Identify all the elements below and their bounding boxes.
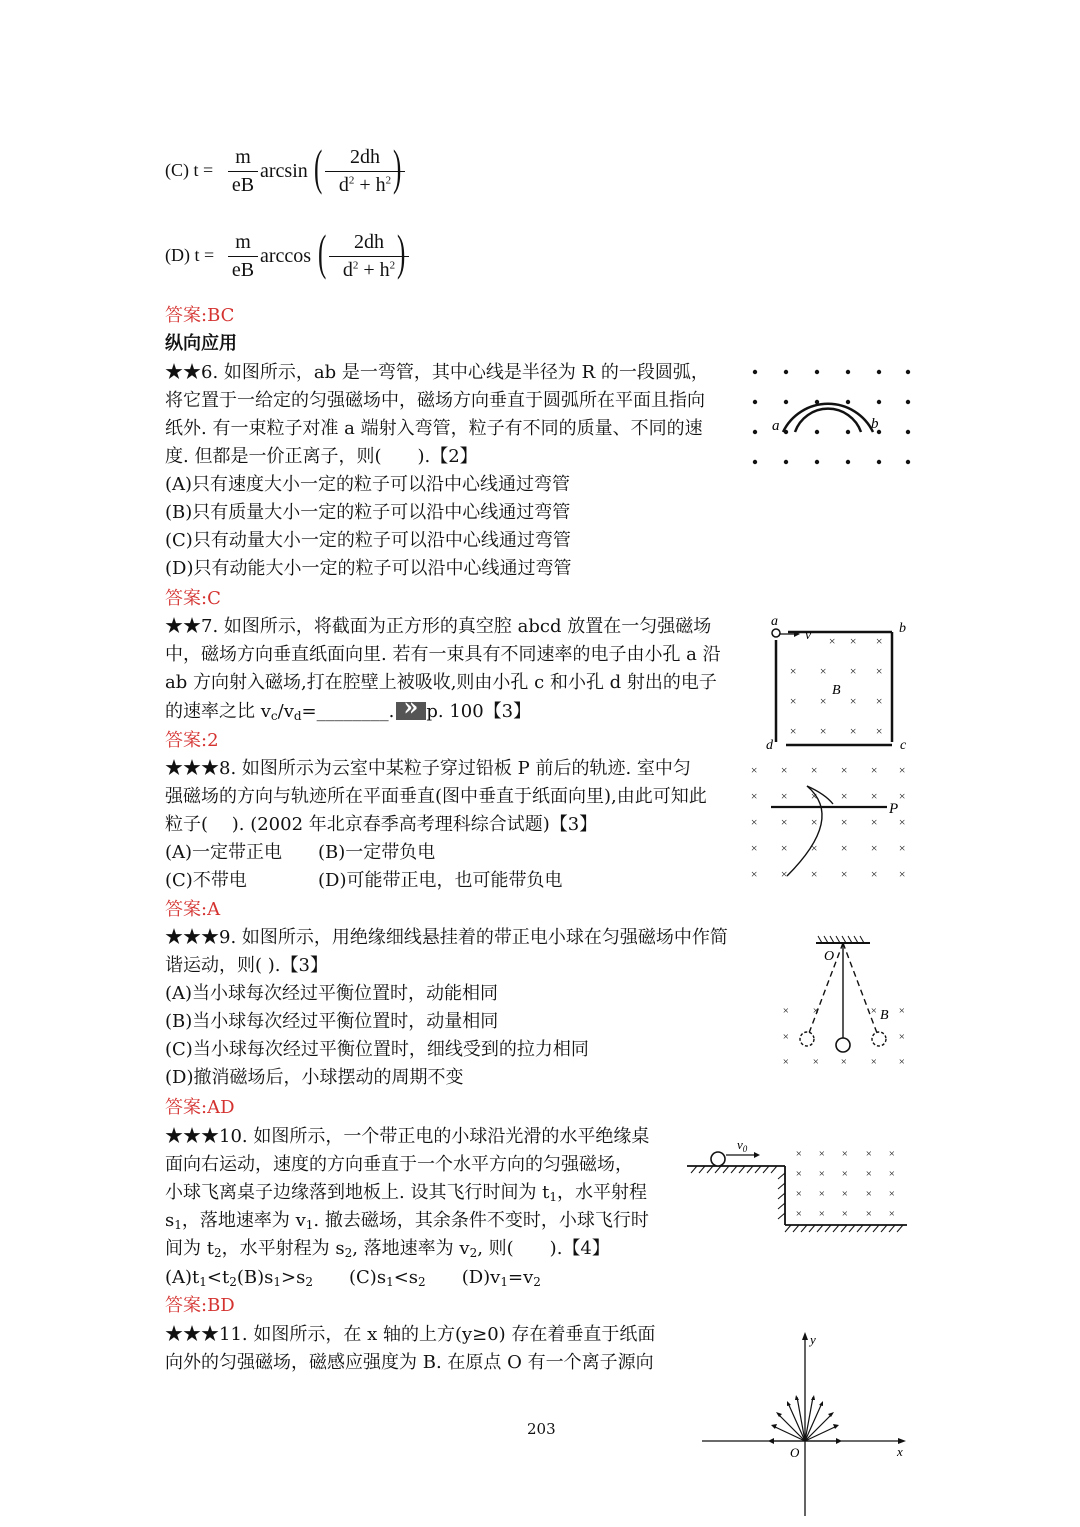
q6-option-b: (B)只有质量大小一定的粒子可以沿中心线通过弯管 xyxy=(165,502,571,523)
svg-text:×: × xyxy=(810,789,819,803)
svg-text:×: × xyxy=(750,867,759,881)
field-dots xyxy=(753,370,910,464)
label-a: a xyxy=(771,614,778,629)
q8-line-2: 强磁场的方向与轨迹所在平面垂直(图中垂直于纸面向里),由此可知此 xyxy=(165,786,707,807)
label-O: O xyxy=(824,949,835,964)
field-crosses xyxy=(750,763,906,881)
label-B: B xyxy=(832,683,841,698)
link-arrow-icon[interactable] xyxy=(396,702,426,720)
svg-text:×: × xyxy=(870,841,879,855)
q9-line-1: ★★★9. 如图所示，用绝缘细线悬挂着的带正电小球在匀强磁场中作简 xyxy=(165,927,728,948)
svg-text:×: × xyxy=(750,763,759,777)
svg-text:×: × xyxy=(789,724,798,738)
svg-text:×: × xyxy=(875,694,884,708)
q10-line-5: 间为 $t_2$，水平射程为 $s_2$, 落地速率为 $v_2$, 则( ).【4】 xyxy=(165,1238,610,1260)
svg-text:×: × xyxy=(789,694,798,708)
svg-text:×: × xyxy=(898,1005,906,1017)
svg-text:×: × xyxy=(870,1005,878,1017)
svg-text:×: × xyxy=(812,1056,820,1068)
svg-text:×: × xyxy=(750,815,759,829)
svg-text:×: × xyxy=(810,841,819,855)
label-v0: $v_0$ xyxy=(737,1137,748,1154)
svg-text:×: × xyxy=(841,1188,849,1200)
svg-text:×: × xyxy=(865,1148,873,1160)
svg-text:×: × xyxy=(849,664,858,678)
svg-text:×: × xyxy=(875,634,884,648)
q10-option-c: $(C)s_1<s_2$ xyxy=(349,1267,426,1289)
svg-text:×: × xyxy=(888,1168,896,1180)
svg-text:×: × xyxy=(780,789,789,803)
svg-text:×: × xyxy=(789,664,798,678)
svg-text:×: × xyxy=(795,1168,803,1180)
svg-text:×: × xyxy=(841,1148,849,1160)
svg-text:×: × xyxy=(795,1208,803,1220)
q10-option-b: $(B)s_1>s_2$ xyxy=(236,1267,314,1289)
fraction-m-eb: m eB xyxy=(228,146,258,197)
q10-table-ball-figure xyxy=(685,1135,910,1235)
q7-line-4: 的速率之比 $v_c/v_d=\_\_\_\_\_\_\_\_$.» p. 100【3】 xyxy=(165,701,531,723)
svg-text:×: × xyxy=(865,1188,873,1200)
q8-line-1: ★★★8. 如图所示为云室中某粒子穿过铅板 P 前后的轨迹. 室中匀 xyxy=(165,758,691,779)
q6-option-c: (C)只有动量大小一定的粒子可以沿中心线通过弯管 xyxy=(165,530,571,551)
svg-text:×: × xyxy=(780,841,789,855)
svg-text:×: × xyxy=(870,1056,878,1068)
option-c-label: (C) t = xyxy=(165,160,214,180)
svg-text:×: × xyxy=(870,763,879,777)
q9-option-a: (A)当小球每次经过平衡位置时，动能相同 xyxy=(165,983,499,1004)
q8-option-a: (A)一定带正电 xyxy=(165,842,283,863)
svg-text:×: × xyxy=(828,634,837,648)
arccos-func: arccos xyxy=(260,245,312,267)
q10-line-4: $s_1$，落地速率为 $v_1$. 撤去磁场，其余条件不变时，小球飞行时 xyxy=(165,1210,649,1232)
svg-text:×: × xyxy=(865,1208,873,1220)
svg-text:×: × xyxy=(841,1168,849,1180)
svg-text:×: × xyxy=(888,1208,896,1220)
answer-q10: 答案:BD xyxy=(165,1295,235,1316)
label-v: v xyxy=(805,628,812,643)
svg-text:×: × xyxy=(782,1031,790,1043)
svg-text:×: × xyxy=(898,1056,906,1068)
svg-text:×: × xyxy=(840,763,849,777)
svg-text:×: × xyxy=(849,724,858,738)
svg-text:×: × xyxy=(818,1148,826,1160)
q10-option-a: $(A)t_1<t_2$ xyxy=(165,1267,237,1289)
svg-text:×: × xyxy=(818,1188,826,1200)
field-crosses xyxy=(795,1148,895,1220)
svg-text:×: × xyxy=(819,664,828,678)
label-y: y xyxy=(810,1332,816,1347)
q9-option-b: (B)当小球每次经过平衡位置时，动量相同 xyxy=(165,1011,499,1032)
q10-line-1: ★★★10. 如图所示，一个带正电的小球沿光滑的水平绝缘桌 xyxy=(165,1126,650,1147)
svg-text:×: × xyxy=(888,1188,896,1200)
q6-option-a: (A)只有速度大小一定的粒子可以沿中心线通过弯管 xyxy=(165,474,571,495)
q6-line-2: 将它置于一给定的匀强磁场中，磁场方向垂直于圆弧所在平面且指向 xyxy=(165,390,705,411)
q11-ion-source-figure xyxy=(700,1330,915,1520)
q9-line-2: 谐运动，则( ).【3】 xyxy=(165,955,328,976)
label-d: d xyxy=(766,738,773,752)
svg-text:×: × xyxy=(898,815,907,829)
svg-text:×: × xyxy=(840,1056,848,1068)
label-O: O xyxy=(790,1445,800,1460)
svg-text:×: × xyxy=(898,1031,906,1043)
q8-cloud-chamber-figure xyxy=(745,758,915,888)
q6-line-4: 度. 但都是一价正离子，则( ).【2】 xyxy=(165,446,478,467)
svg-text:×: × xyxy=(840,867,849,881)
svg-text:×: × xyxy=(840,841,849,855)
svg-text:×: × xyxy=(875,664,884,678)
svg-text:×: × xyxy=(898,763,907,777)
q6-line-3: 纸外. 有一束粒子对准 a 端射入弯管，粒子有不同的质量、不同的速 xyxy=(165,418,703,439)
q10-option-d: $(D)v_1=v_2$ xyxy=(461,1267,541,1289)
label-c: c xyxy=(900,738,907,752)
label-P: P xyxy=(889,801,899,817)
svg-text:×: × xyxy=(840,815,849,829)
q11-line-1: ★★★11. 如图所示，在 x 轴的上方(y≥0) 存在着垂直于纸面 xyxy=(165,1324,656,1345)
fraction-2dh: 2dh $d^2 + h^2$ xyxy=(325,146,405,197)
option-d-label: (D) t = xyxy=(165,245,215,265)
svg-text:×: × xyxy=(840,789,849,803)
svg-text:×: × xyxy=(818,1208,826,1220)
q10-line-3: 小球飞离桌子边缘落到地板上. 设其飞行时间为 $t_1$，水平射程 xyxy=(165,1182,648,1204)
answer-q9: 答案:AD xyxy=(165,1097,235,1118)
svg-text:×: × xyxy=(819,694,828,708)
q7-line-3: ab 方向射入磁场,打在腔壁上被吸收,则由小孔 c 和小孔 d 射出的电子 xyxy=(165,672,717,693)
svg-text:×: × xyxy=(795,1188,803,1200)
answer-q5: 答案:BC xyxy=(165,305,235,326)
q7-line-1: ★★7. 如图所示，将截面为正方形的真空腔 abcd 放置在一匀强磁场 xyxy=(165,616,712,637)
svg-text:×: × xyxy=(898,867,907,881)
svg-text:×: × xyxy=(870,867,879,881)
svg-text:×: × xyxy=(849,694,858,708)
label-a: a xyxy=(772,418,780,434)
q9-option-d: (D)撤消磁场后，小球摆动的周期不变 xyxy=(165,1067,464,1088)
q8-option-c: (C)不带电 xyxy=(165,870,247,891)
svg-text:×: × xyxy=(888,1148,896,1160)
svg-text:×: × xyxy=(810,815,819,829)
svg-text:×: × xyxy=(782,1005,790,1017)
label-b: b xyxy=(899,621,906,636)
q9-option-c: (C)当小球每次经过平衡位置时，细线受到的拉力相同 xyxy=(165,1039,589,1060)
svg-text:×: × xyxy=(750,789,759,803)
answer-q7: 答案:2 xyxy=(165,730,219,751)
fraction-2dh: 2dh $d^2 + h^2$ xyxy=(329,231,409,282)
section-title: 纵向应用 xyxy=(165,333,237,354)
q8-line-3: 粒子( ). (2002 年北京春季高考理科综合试题)【3】 xyxy=(165,814,598,835)
q10-options xyxy=(165,1267,541,1289)
q6-bent-tube-figure xyxy=(745,362,920,472)
svg-text:×: × xyxy=(819,724,828,738)
svg-text:×: × xyxy=(870,789,879,803)
label-B: B xyxy=(880,1008,889,1023)
q8-option-b: (B)一定带负电 xyxy=(318,842,436,863)
q6-line-1: ★★6. 如图所示，ab 是一弯管，其中心线是半径为 R 的一段圆弧， xyxy=(165,362,709,383)
page-number: 203 xyxy=(527,1420,556,1438)
svg-text:×: × xyxy=(898,841,907,855)
q6-option-d: (D)只有动能大小一定的粒子可以沿中心线通过弯管 xyxy=(165,558,572,579)
fraction-m-eb: m eB xyxy=(228,231,258,282)
label-x: x xyxy=(897,1444,903,1459)
svg-text:×: × xyxy=(810,867,819,881)
svg-text:×: × xyxy=(818,1168,826,1180)
q10-line-2: 面向右运动，速度的方向垂直于一个水平方向的匀强磁场， xyxy=(165,1154,633,1175)
svg-text:×: × xyxy=(870,815,879,829)
svg-text:×: × xyxy=(780,867,789,881)
svg-text:×: × xyxy=(812,1005,820,1017)
svg-text:×: × xyxy=(875,724,884,738)
label-b: b xyxy=(871,416,879,432)
answer-q8: 答案:A xyxy=(165,899,221,920)
svg-text:×: × xyxy=(780,815,789,829)
svg-text:×: × xyxy=(810,763,819,777)
svg-text:×: × xyxy=(898,789,907,803)
q11-line-2: 向外的匀强磁场，磁感应强度为 B. 在原点 O 有一个离子源向 xyxy=(165,1352,654,1373)
svg-text:×: × xyxy=(780,763,789,777)
svg-text:×: × xyxy=(795,1148,803,1160)
q7-square-cavity-figure xyxy=(762,612,922,752)
svg-text:×: × xyxy=(841,1208,849,1220)
svg-text:×: × xyxy=(782,1056,790,1068)
q9-pendulum-figure xyxy=(770,935,920,1070)
svg-text:×: × xyxy=(849,634,858,648)
arcsin-func: arcsin xyxy=(260,160,308,182)
svg-text:×: × xyxy=(865,1168,873,1180)
q8-option-d: (D)可能带正电，也可能带负电 xyxy=(318,870,563,891)
svg-text:×: × xyxy=(750,841,759,855)
q7-line-2: 中，磁场方向垂直纸面向里. 若有一束具有不同速率的电子由小孔 a 沿 xyxy=(165,644,721,665)
answer-q6: 答案:C xyxy=(165,588,221,609)
